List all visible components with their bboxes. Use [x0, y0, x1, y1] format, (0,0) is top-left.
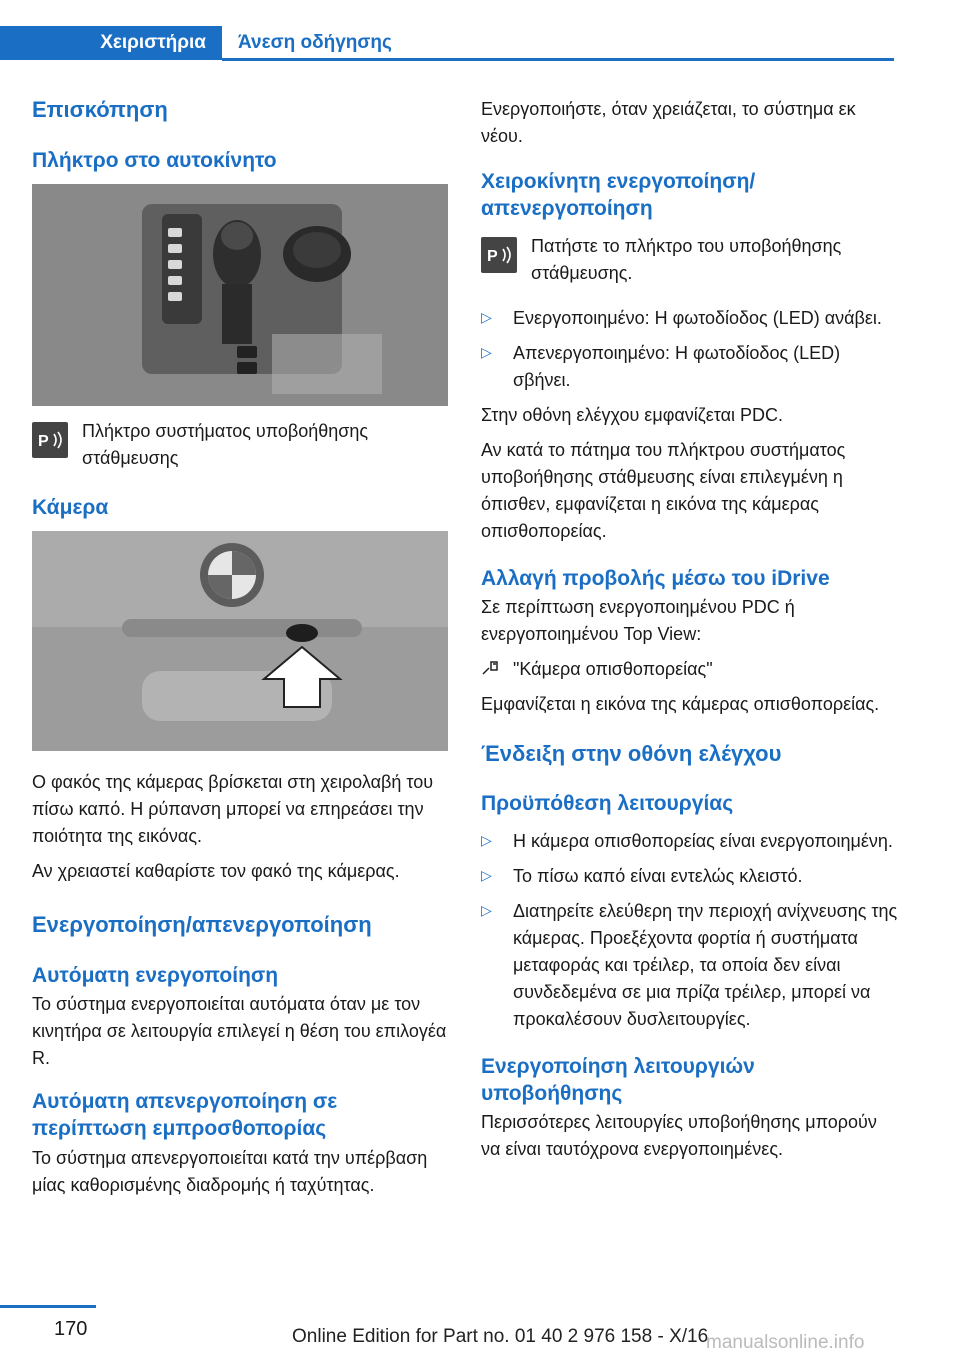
park-distance-control-icon: [32, 422, 68, 458]
intro-text: Ενεργοποιήστε, όταν χρειάζεται, το σύστημα εκ νέου.: [481, 99, 856, 146]
camera-paragraph-1: Ο φακός της κάμερας βρίσκεται στη χειρολαβή του πίσω καπό. Η ρύπανση μπορεί να επηρεάσει την ποιότητα της εικόνας.: [32, 772, 434, 847]
edition-text: Online Edition for Part no. 01 40 2 976 158 - X/16: [292, 1326, 709, 1347]
console-photo: [32, 184, 448, 406]
watermark: manualsonline.info: [706, 1332, 865, 1353]
triangle-bullet-icon: ▷: [481, 343, 492, 360]
assist-heading: Ενεργοποίηση λειτουργιών υποβοήθησης: [481, 1054, 755, 1106]
camera-heading: Κάμερα: [32, 495, 109, 519]
button-heading: Πλήκτρο στο αυτοκίνητο: [32, 148, 277, 172]
button-caption: Πλήκτρο συστήματος υποβοήθησης στάθμευσης: [82, 420, 369, 468]
tab-driving-comfort-label: Άνεση οδήγησης: [238, 32, 392, 53]
header-rule: [222, 58, 894, 61]
triangle-bullet-icon: ▷: [481, 308, 492, 325]
list-item: ▷ Διατηρείτε ελεύθερη την περιοχή ανίχνευσης της κάμερας. Προεξέχοντα φορτία ή συστήματα μεταφοράς και τρέιλερ, τα οποία δεν είναι συνδεδεμένα σε μια πρίζα τρέιλερ, μπορεί να προκαλέσουν δυσλειτουργίες.: [481, 900, 898, 1029]
onoff-title: Ενεργοποίηση/απενεργοποίηση: [32, 912, 372, 938]
triangle-bullet-icon: ▷: [481, 866, 492, 883]
idrive-menu: "Κάμερα οπισθοπορείας": [513, 658, 713, 679]
park-distance-control-icon: [481, 237, 517, 273]
svg-text:P: P: [38, 432, 49, 450]
left-column: [32, 96, 450, 1207]
tab-controls-label: Χειριστήρια: [100, 32, 206, 53]
tab-controls[interactable]: [0, 26, 222, 60]
idrive-menu-row: [481, 656, 899, 683]
auto-on-heading: Αυτόματη ενεργοποίηση: [32, 963, 279, 987]
precondition-heading: Προϋπόθεση λειτουργίας: [481, 792, 734, 816]
idrive-heading: Αλλαγή προβολής μέσω του iDrive: [481, 566, 830, 590]
auto-on-text: Το σύστημα ενεργοποιείται αυτόματα όταν με τον κινητήρα σε λειτουργία επιλεγεί η θέση του επιλογέα R.: [32, 994, 447, 1069]
header-bar: [0, 0, 960, 64]
precondition-list: [481, 828, 899, 1033]
list-item: ▷ Απενεργοποιημένο: Η φωτοδίοδος (LED) σβήνει.: [481, 342, 841, 390]
manual-caption-row: [481, 233, 899, 287]
assist-text: Περισσότερες λειτουργίες υποβοήθησης μπορούν να είναι ταυτόχρονα ενεργοποιημένες.: [481, 1112, 877, 1160]
footer-rule: [0, 1305, 96, 1308]
auto-off-text: Το σύστημα απενεργοποιείται κατά την υπέρβαση μίας καθορισμένης διαδρομής ή ταχύτητας.: [32, 1147, 428, 1195]
camera-photo: [32, 531, 448, 751]
idrive-result: Εμφανίζεται η εικόνα της κάμερας οπισθοπορείας.: [481, 693, 880, 714]
overview-title: Επισκόπηση: [32, 97, 168, 122]
manual-heading: Χειροκίνητη ενεργοποίηση/απενεργοποίηση: [481, 170, 756, 221]
reverse-text: Αν κατά το πάτημα του πλήκτρου συστήματος υποβοήθησης στάθμευσης είναι επιλεγμένη η όπισθεν, εμφανίζεται η εικόνα της κάμερας οπισθοπορείας.: [481, 439, 846, 541]
display-title: Ένδειξη στην οθόνη ελέγχου: [481, 740, 782, 766]
status-list: [481, 305, 899, 394]
idrive-text: Σε περίπτωση ενεργοποιημένου PDC ή ενεργοποιημένου Top View:: [481, 596, 795, 644]
camera-paragraph-2: Αν χρειαστεί καθαρίστε τον φακό της κάμερας.: [32, 861, 400, 882]
auto-off-heading: Αυτόματη απενεργοποίηση σε περίπτωση εμπροσθοπορίας: [32, 1090, 338, 1141]
list-item: ▷ Η κάμερα οπισθοπορείας είναι ενεργοποιημένη.: [481, 830, 893, 851]
tab-driving-comfort[interactable]: [238, 26, 392, 60]
manual-caption: Πατήστε το πλήκτρο του υποβοήθησης στάθμευσης.: [531, 235, 842, 283]
svg-text:P: P: [487, 247, 498, 265]
triangle-bullet-icon: ▷: [481, 831, 492, 848]
list-item: ▷ Το πίσω καπό είναι εντελώς κλειστό.: [481, 865, 803, 886]
pdc-text: Στην οθόνη ελέγχου εμφανίζεται PDC.: [481, 404, 784, 425]
page-number: 170: [54, 1318, 88, 1340]
list-item: ▷ Ενεργοποιημένο: Η φωτοδίοδος (LED) ανάβει.: [481, 307, 882, 328]
button-caption-row: [32, 418, 450, 472]
rear-camera-icon: [481, 658, 503, 680]
right-column: [481, 96, 899, 1171]
triangle-bullet-icon: ▷: [481, 901, 492, 918]
